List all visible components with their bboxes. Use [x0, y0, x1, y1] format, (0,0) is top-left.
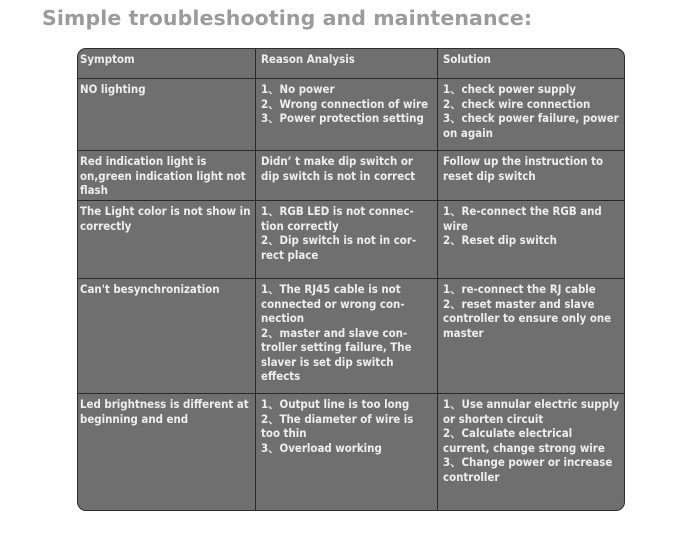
table-row: [78, 278, 624, 393]
header-reason-analysis: Reason Analysis: [255, 49, 437, 78]
header-symptom: Symptom: [80, 52, 135, 66]
cell-symptom: Led brightness is different at beginning and end: [80, 397, 249, 426]
cell-reason: 1、No power 2、Wrong connection of wire 3、Power protection setting: [255, 79, 437, 150]
cell-symptom: The Light color is not show in correctly: [80, 204, 251, 233]
cell-reason: 1、Output line is too long 2、The diameter of wire is too thin 3、Overload working: [255, 394, 437, 511]
page-title: Simple troubleshooting and maintenance:: [42, 6, 533, 30]
table-row: [78, 393, 624, 511]
table-header-row: [78, 49, 624, 78]
header-solution: Solution: [437, 49, 624, 78]
cell-solution: 1、re-connect the RJ cable 2、reset master and slave controller to ensure only one master: [437, 279, 624, 393]
cell-solution: 1、check power supply 2、check wire connection 3、check power failure, power on again: [437, 79, 624, 150]
cell-solution: 1、Use annular electric supply or shorten circuit 2、Calculate electrical current, change strong wire 3、Change power or increase controller: [437, 394, 624, 511]
cell-solution: Follow up the instruction to reset dip switch: [437, 151, 624, 200]
cell-symptom: NO lighting: [80, 82, 146, 96]
cell-solution: 1、Re-connect the RGB and wire 2、Reset dip switch: [437, 201, 624, 278]
cell-reason: 1、RGB LED is not connec-tion correctly 2、Dip switch is not in cor-rect place: [255, 201, 437, 278]
table-row: [78, 150, 624, 200]
table-row: [78, 200, 624, 278]
cell-reason: 1、The RJ45 cable is not connected or wrong con-nection 2、master and slave con-troller setting failure, The slaver is set dip switch effects: [255, 279, 437, 393]
troubleshooting-table: [77, 48, 625, 511]
cell-symptom: Red indication light is on,green indication light not flash: [80, 154, 246, 197]
cell-reason: Didn’ t make dip switch or dip switch is not in correct: [255, 151, 437, 200]
cell-symptom: Can't besynchronization: [80, 282, 220, 296]
table-row: [78, 78, 624, 150]
